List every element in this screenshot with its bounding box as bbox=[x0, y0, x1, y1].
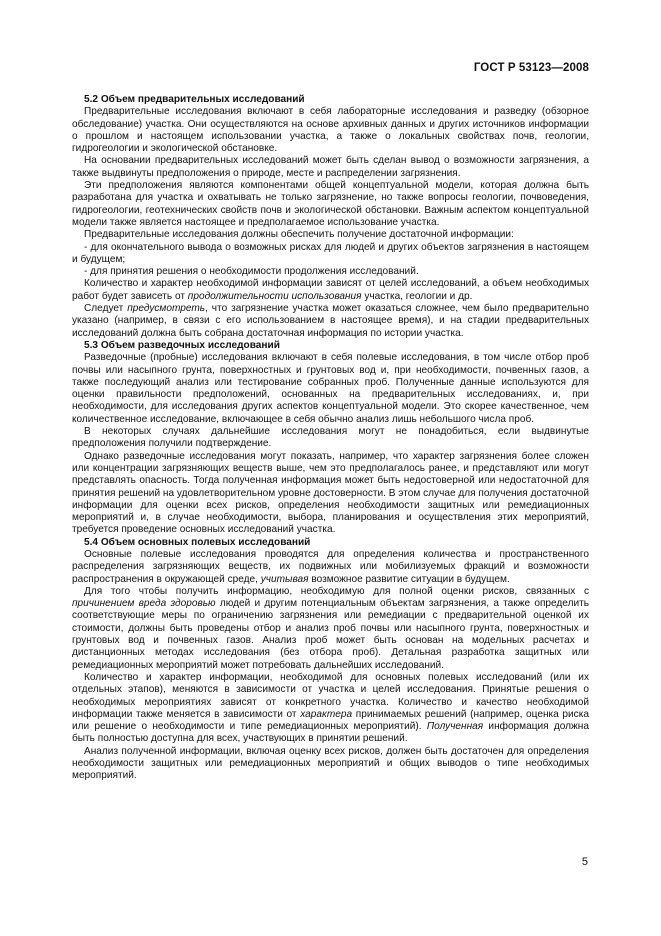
text-run: Разведочные (пробные) исследования включают в себя полевые исследования, в том числе отбор проб почвы или насыпного грунта, поверхностных и грунтовых вод и, при необходимости, почвенных газов, а также последующий анализ или тестирование собранных проб. Полученные данные используются для оценки правильности предположений, основанных на предварительных исследованиях, и, при необходимости, для исследования других аспектов концептуальной модели. Это скорее качественное, чем количественное исследование, включающее в себя обычно анализ лишь небольшого числа проб. bbox=[72, 352, 589, 425]
paragraph bbox=[72, 229, 589, 241]
italic-text: предусмотреть bbox=[127, 303, 206, 315]
text-run: Предварительные исследования включают в себя лабораторные исследования и разведку (обзорное обследование) участка. Они осуществляются на основе архивных данных и других источников информации о прошлом и настоящем использовании участка, а также о локальных свойствах почв, геологии, гидрогеологии и экологической обстановке. bbox=[72, 106, 589, 155]
paragraph bbox=[72, 586, 589, 672]
standard-designation: ГОСТ Р 53123—2008 bbox=[473, 62, 589, 74]
paragraph bbox=[72, 451, 589, 537]
text-run: участка, геологии и др. bbox=[361, 290, 473, 302]
text-run: - для принятия решения о необходимости продолжения исследований. bbox=[84, 266, 419, 278]
text-run: В некоторых случаях дальнейшие исследования могут не понадобиться, если выдвинутые предположения получили подтверждение. bbox=[72, 426, 589, 450]
paragraph bbox=[72, 426, 589, 451]
section-heading: 5.3 Объем разведочных исследований bbox=[84, 339, 280, 351]
text-run: людей и другим потенциальным объектам загрязнения, а также определить соответствующие меры по ограничению загрязнения или ремедиации с предварительной оценкой их стоимости, должны быть проведены отбор и анализ проб почвы или насыпного грунта, поверхностных и грунтовых вод и почвенных газов. Анализ проб может быть основан на модельных расчетах и дистанционных методах исследования (без отбора проб). Детальная разработка защитных или ремедиационных мероприятий может потребовать дальнейших исследований. bbox=[72, 598, 589, 671]
paragraph bbox=[72, 278, 589, 303]
text-run: Эти предположения являются компонентами общей концептуальной модели, которая должна быть разработана для участка и охватывать не только загрязнение, но также вопросы геологии, почвоведения, гидрогеологии, геотехнических свойств почв и экологической обстановки. Важным аспектом концептуальной модели также является настоящее и предполагаемое использование участка. bbox=[72, 180, 589, 228]
text-run: Анализ полученной информации, включая оценку всех рисков, должен быть достаточен для определения необходимости защитных или ремедиационных мероприятий и общих выводов о типе необходимых мероприятий. bbox=[72, 745, 589, 782]
italic-text: причинением вреда здоровью bbox=[72, 598, 216, 610]
paragraph bbox=[72, 352, 589, 426]
text-run: Основные полевые исследования проводятся для определения количества и пространственного распределения загрязняющих веществ, их подвижных или мобилизуемых фракций и возможности распространения в окружающей среде, bbox=[72, 548, 589, 585]
paragraph bbox=[72, 549, 589, 586]
italic-text: учитывая bbox=[260, 573, 309, 585]
section-heading: 5.2 Объем предварительных исследований bbox=[84, 94, 305, 105]
paragraph bbox=[72, 266, 589, 278]
paragraph bbox=[72, 155, 589, 180]
text-run: , что загрязнение участка может оказаться сложнее, чем было предварительно указано (например, в связи с его использованием в настоящее время), и на стадии предварительных исследований должна быть собрана достаточная информация по истории участка. bbox=[72, 303, 589, 339]
paragraph bbox=[72, 672, 589, 746]
text-run: Следует bbox=[84, 303, 128, 315]
text-run: возможное развитие ситуации в будущем. bbox=[308, 573, 510, 585]
paragraph bbox=[72, 303, 589, 340]
text-run: Количество и характер необходимой информации зависят от целей исследований, а объем необходимых работ будет зависеть от bbox=[72, 278, 589, 302]
document-body bbox=[72, 94, 589, 783]
paragraph bbox=[72, 106, 589, 155]
text-run: Для того чтобы получить информацию, необходимую для полной оценки рисков, связанных с bbox=[84, 585, 589, 597]
paragraph bbox=[72, 180, 589, 229]
text-run: Однако разведочные исследования могут показать, например, что характер загрязнения более сложен или концентрации загрязняющих веществ выше, чем это предполагалось ранее, и представляют или могут представлять опасность. Тогда полученная информация может быть недостоверной или недостаточной для принятия решений на удовлетворительном уровне достоверности. В этом случае для получения достаточной информации для оценки всех рисков, определения необходимости защитных или ремедиационных мероприятий и, в случае необходимости, выбора, планирования и осуществления этих мероприятий, требуется проведение основных исследований участка. bbox=[72, 450, 590, 536]
page-number: 5 bbox=[581, 856, 588, 868]
italic-text: продолжительности использования bbox=[187, 290, 362, 302]
italic-text: характера bbox=[300, 708, 353, 720]
text-run: - для окончательного вывода о возможных рисках для людей и других объектов загрязнения в настоящем и будущем; bbox=[72, 241, 589, 265]
text-run: Предварительные исследования должны обеспечить получение достаточной информации: bbox=[84, 229, 514, 241]
text-run: Количество и характер информации, необходимой для основных полевых исследований (или их отдельных этапов), меняются в зависимости от участка и целей исследования. Принятые решения о необходимых мероприятиях зависят от конкретного участка. Количество и качество необходимой информации также меняется в зависимости от bbox=[72, 671, 589, 720]
section-heading: 5.4 Объем основных полевых исследований bbox=[84, 536, 311, 548]
text-run: информация должна быть полностью доступна для всех, участвующих в принятии решений. bbox=[72, 721, 589, 745]
italic-text: Полученная bbox=[426, 721, 484, 733]
text-run: На основании предварительных исследований может быть сделан вывод о возможности загрязнения, а также выдвинуты предположения о природе, месте и распределении загрязнения. bbox=[72, 155, 589, 179]
paragraph bbox=[72, 746, 589, 783]
text-run: принимаемых решений (например, оценка риска или решение о необходимости и типе ремедиационных мероприятий). bbox=[72, 708, 589, 733]
paragraph bbox=[72, 242, 589, 267]
